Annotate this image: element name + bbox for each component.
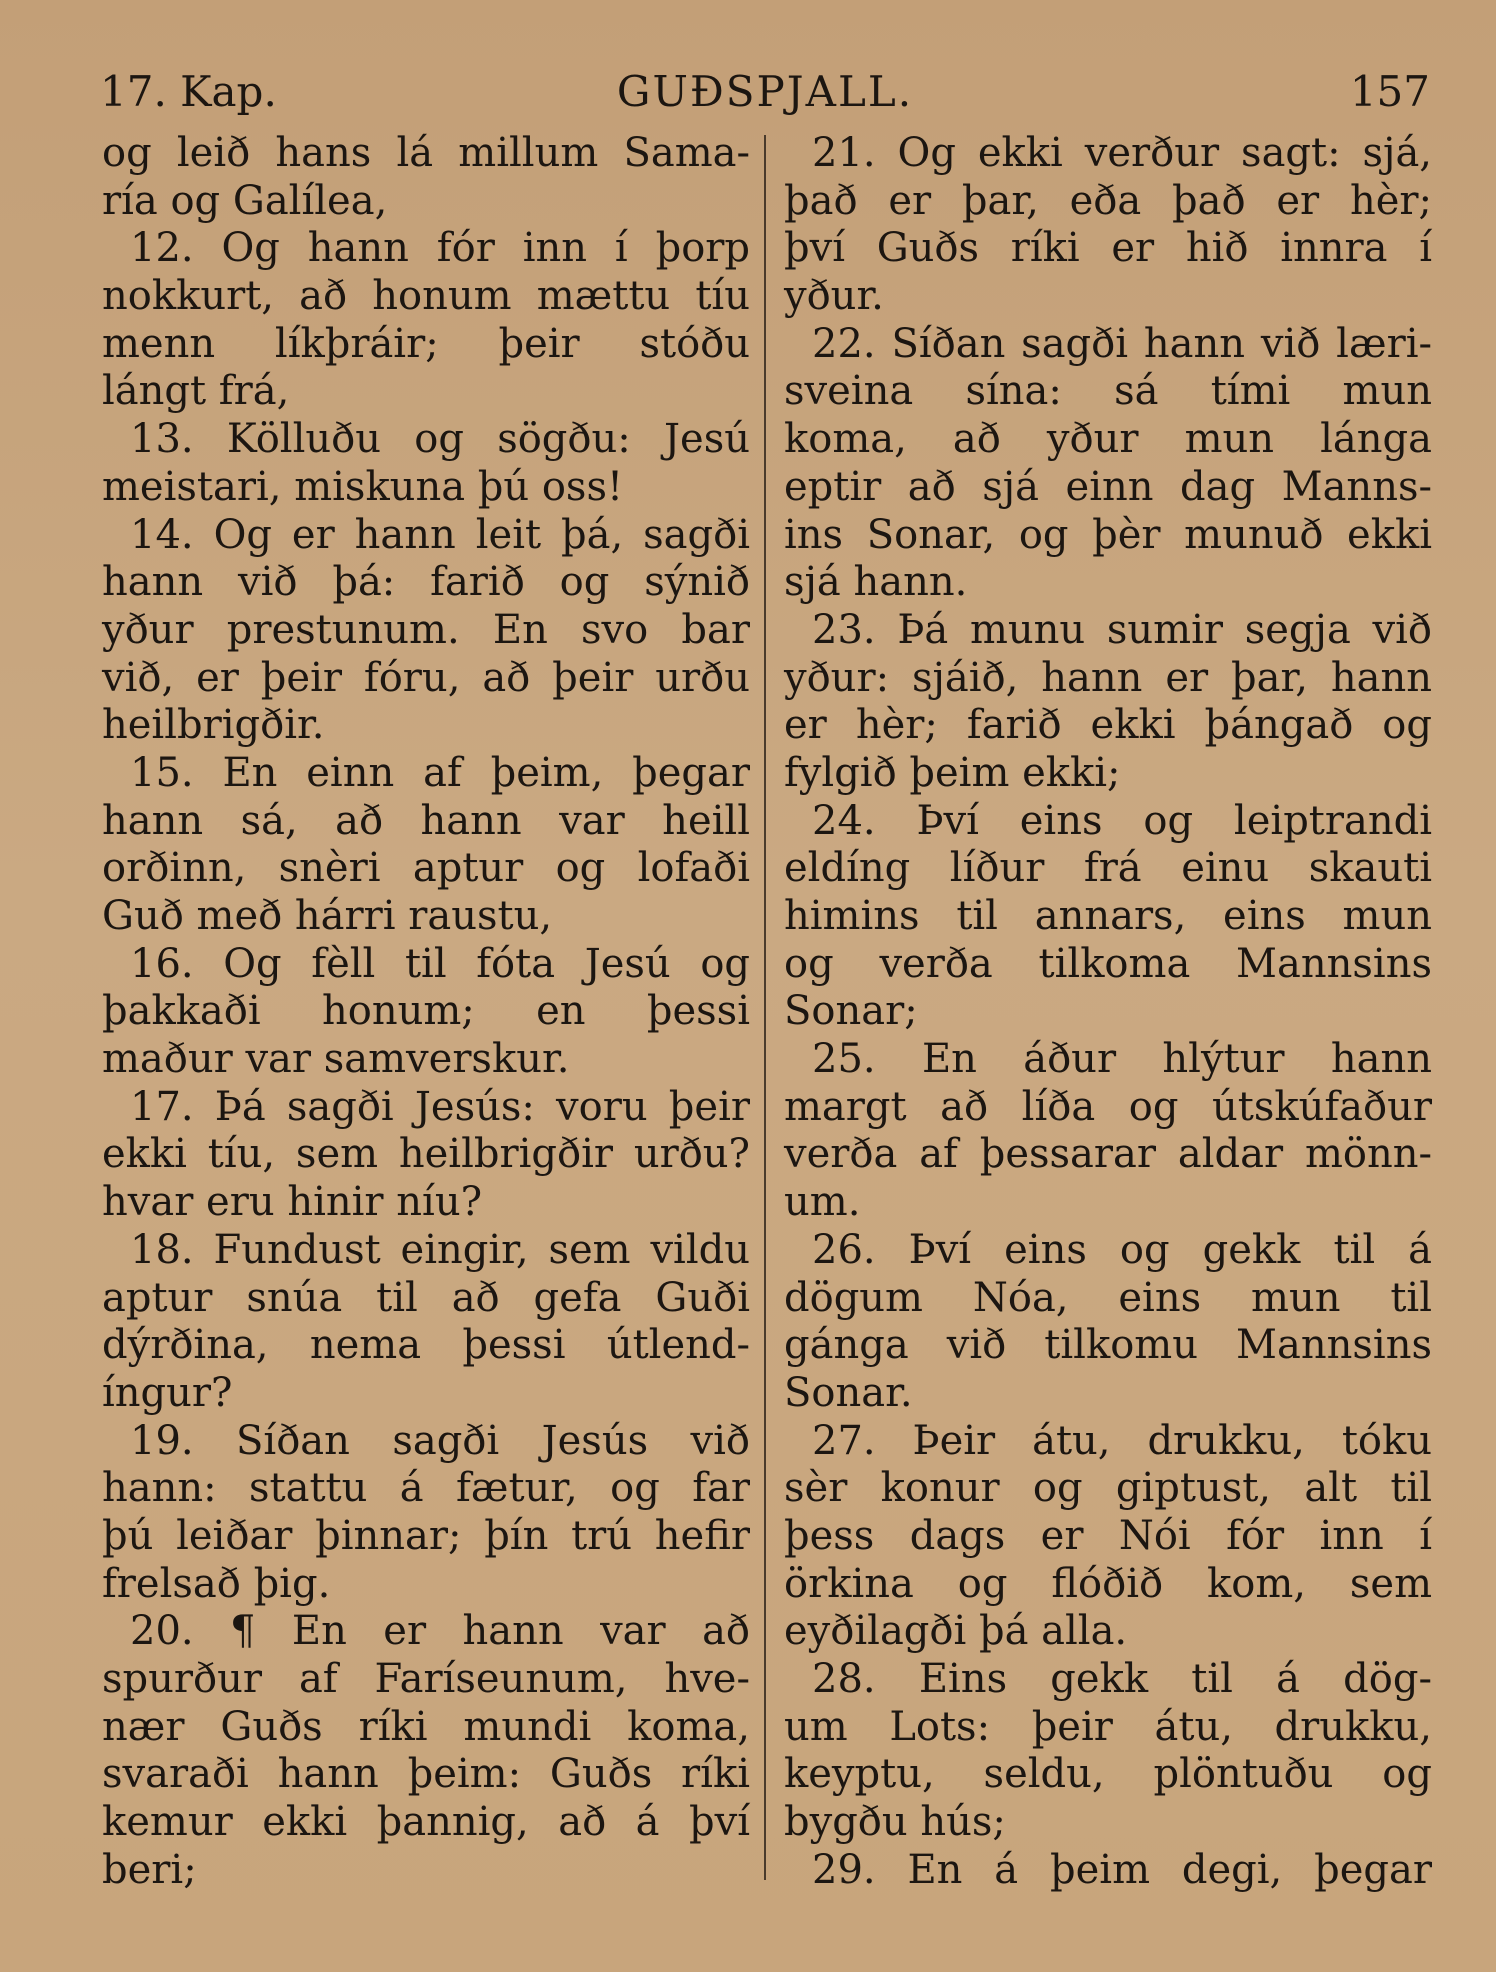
text-line: gánga við tilkomu Mannsins [784,1322,1432,1369]
text-line: 17. Þá sagði Jesús: voru þeir [130,1083,750,1130]
text-line: verða af þessarar aldar mönn- [784,1131,1432,1178]
text-line: við, er þeir fóru, að þeir urðu [102,654,750,701]
text-line: er hèr; farið ekki þángað og [784,702,1432,749]
text-line: kemur ekki þannig, að á því [102,1799,750,1846]
text-line: margt að líða og útskúfaður [784,1083,1432,1130]
text-line: frelsað þig. [102,1560,331,1607]
text-line: 25. En áður hlýtur hann [812,1036,1432,1083]
text-line: örkina og flóðið kom, sem [784,1560,1432,1607]
text-line: ekki tíu, sem heilbrigðir urðu? [102,1131,750,1178]
text-line: hvar eru hinir níu? [102,1179,483,1226]
text-line: sveina sína: sá tími mun [784,368,1432,415]
text-line: það er þar, eða það er hèr; [784,177,1432,224]
text-line: hann: stattu á fætur, og far [102,1465,750,1512]
text-line: orðinn, snèri aptur og lofaði [102,845,750,892]
text-line: 29. En á þeim degi, þegar [812,1846,1432,1893]
text-line: yður: sjáið, hann er þar, hann [784,654,1432,701]
text-line: íngur? [102,1369,233,1416]
text-line: himins til annars, eins mun [784,893,1432,939]
text-line: Sonar; [784,988,918,1035]
text-line: 12. Og hann fór inn í þorp [130,225,750,272]
text-line: þess dags er Nói fór inn í [784,1512,1432,1559]
running-header [100,62,1430,122]
page-number: 157 [1349,67,1430,116]
text-line: heilbrigðir. [102,702,325,749]
text-line: 14. Og er hann leit þá, sagði [130,511,750,558]
text-line: 19. Síðan sagði Jesús við [130,1417,750,1464]
text-line: því Guðs ríki er hið innra í [784,225,1432,272]
text-line: keyptu, seldu, plöntuðu og [784,1751,1432,1798]
text-line: nokkurt, að honum mættu tíu [102,273,750,320]
left-text-column [102,130,750,1894]
text-line: og verða tilkoma Mannsins [784,940,1432,987]
column-divider [764,135,766,1880]
text-line: svaraði hann þeim: Guðs ríki [102,1751,750,1798]
text-line: Guð með hárri raustu, [102,893,553,939]
text-line: hann við þá: farið og sýnið [102,559,750,606]
text-line: beri; [102,1846,197,1893]
text-line: nær Guðs ríki mundi koma, [102,1703,750,1750]
text-line: 28. Eins gekk til á dög- [812,1656,1432,1702]
text-line: þú leiðar þinnar; þín trú hefir [102,1512,750,1559]
text-line: 13. Kölluðu og sögðu: Jesú [130,416,750,463]
right-text-column [784,130,1432,1894]
text-line: ins Sonar, og þèr munuð ekki [784,511,1432,558]
text-line: hann sá, að hann var heill [102,797,750,844]
text-line: eyðilagði þá alla. [784,1608,1128,1655]
text-line: maður var samverskur. [102,1036,570,1083]
text-line: ría og Galílea, [102,177,388,224]
text-line: dýrðina, nema þessi útlend- [102,1322,750,1369]
text-line: 15. En einn af þeim, þegar [130,749,750,796]
text-line: sèr konur og giptust, alt til [784,1465,1432,1512]
text-line: 24. Því eins og leiptrandi [812,797,1432,844]
page-title: GUÐSPJALL. [616,67,914,116]
text-line: meistari, miskuna þú oss! [102,463,624,510]
text-line: 23. Þá munu sumir segja við [812,606,1432,653]
text-line: og leið hans lá millum Sama- [102,130,750,176]
text-line: 18. Fundust eingir, sem vildu [130,1226,750,1273]
chapter-label: 17. Kap. [100,67,277,116]
text-line: lángt frá, [102,368,290,415]
text-line: fylgið þeim ekki; [784,749,1121,796]
text-line: eptir að sjá einn dag Manns- [784,463,1432,510]
text-line: 26. Því eins og gekk til á [812,1226,1432,1273]
text-line: koma, að yður mun lánga [784,416,1432,463]
text-line: sjá hann. [784,559,968,606]
text-line: eldíng líður frá einu skauti [784,845,1432,892]
text-line: yður prestunum. En svo bar [102,606,750,653]
text-line: yður. [784,273,884,320]
text-line: 27. Þeir átu, drukku, tóku [812,1417,1432,1464]
text-line: þakkaði honum; en þessi [102,988,750,1035]
text-line: spurður af Faríseunum, hve- [102,1656,750,1702]
text-line: dögum Nóa, eins mun til [784,1274,1432,1321]
text-line: um Lots: þeir átu, drukku, [784,1703,1432,1750]
text-line: 20. ¶ En er hann var að [130,1608,750,1655]
text-line: bygðu hús; [784,1799,1006,1846]
text-line: um. [784,1179,861,1226]
text-line: aptur snúa til að gefa Guði [102,1274,750,1321]
text-line: 16. Og fèll til fóta Jesú og [130,940,750,987]
text-line: menn líkþráir; þeir stóðu [102,320,750,367]
text-line: 21. Og ekki verður sagt: sjá, [812,130,1432,176]
text-line: 22. Síðan sagði hann við læri- [812,320,1432,367]
text-line: Sonar. [784,1369,913,1416]
